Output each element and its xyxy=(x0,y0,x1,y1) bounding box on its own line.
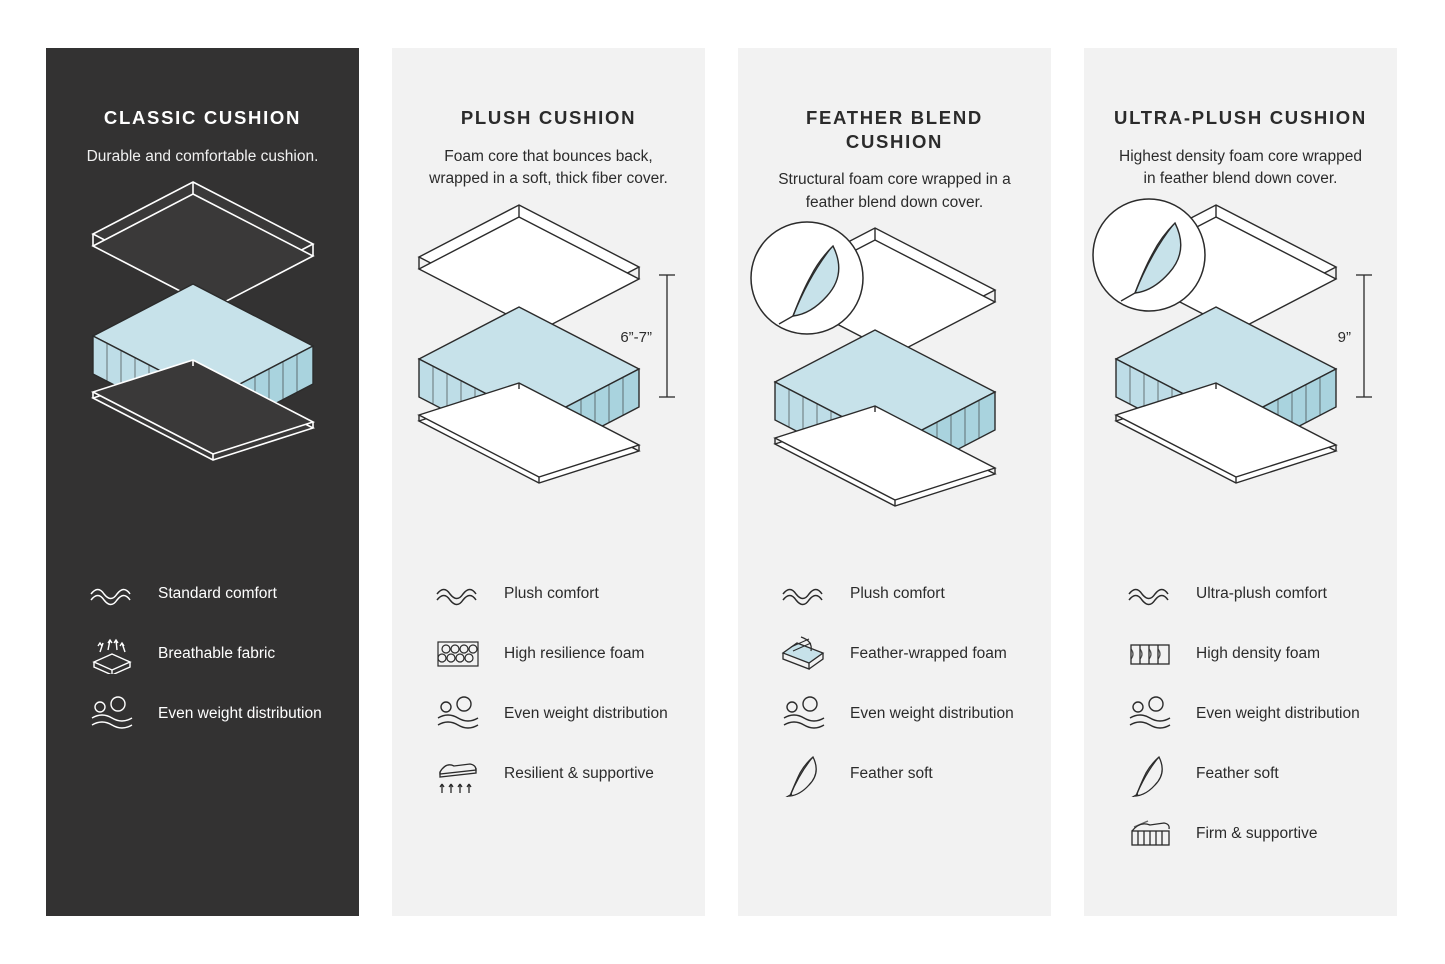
card-description: Foam core that bounces back, wrapped in a soft, thick fiber cover. xyxy=(429,147,668,188)
feature-list xyxy=(738,564,1051,804)
feature-label: Ultra-plush comfort xyxy=(1196,585,1327,603)
card-plush-cushion[interactable] xyxy=(392,48,705,916)
honeycomb-foam-icon xyxy=(430,632,486,676)
weight-distribution-icon xyxy=(84,692,140,736)
feature-label: High resilience foam xyxy=(504,645,645,663)
feature-label: Even weight distribution xyxy=(850,705,1014,723)
feature-item xyxy=(776,624,1019,684)
feature-item xyxy=(776,564,1019,624)
wave-icon xyxy=(776,572,832,616)
feature-item xyxy=(1122,804,1365,864)
weight-distribution-icon xyxy=(1122,692,1178,736)
card-title: FEATHER BLEND CUSHION xyxy=(806,107,983,152)
feature-label: Feather soft xyxy=(850,765,933,783)
wave-icon xyxy=(84,572,140,616)
feature-item xyxy=(430,684,673,744)
exploded-cushion-illustration xyxy=(1091,197,1391,487)
high-density-foam-icon xyxy=(1122,632,1178,676)
feather-wrapped-foam-icon xyxy=(776,632,832,676)
card-title: CLASSIC CUSHION xyxy=(103,107,302,128)
exploded-cushion-illustration xyxy=(745,220,1045,510)
feature-list xyxy=(46,564,359,744)
weight-distribution-icon xyxy=(430,692,486,736)
exploded-cushion-illustration xyxy=(399,197,699,487)
feature-item xyxy=(430,744,673,804)
feature-item xyxy=(84,624,327,684)
feature-label: Firm & supportive xyxy=(1196,825,1318,843)
cushion-layers-diagram xyxy=(392,197,705,497)
feature-item xyxy=(1122,684,1365,744)
feature-label: Plush comfort xyxy=(850,585,945,603)
feature-item xyxy=(776,684,1019,744)
weight-distribution-icon xyxy=(776,692,832,736)
feature-label: Feather soft xyxy=(1196,765,1279,783)
feature-label: High density foam xyxy=(1196,645,1321,663)
feature-label: Resilient & supportive xyxy=(504,765,654,783)
dimension-label: 6”-7” xyxy=(619,328,652,346)
feature-list xyxy=(392,564,705,804)
feature-item xyxy=(1122,624,1365,684)
feature-label: Plush comfort xyxy=(504,585,599,603)
feather-icon xyxy=(1122,752,1178,796)
feature-label: Standard comfort xyxy=(158,585,277,603)
wave-icon xyxy=(1122,572,1178,616)
feather-icon xyxy=(776,752,832,796)
feature-label: Feather-wrapped foam xyxy=(850,645,1007,663)
exploded-cushion-illustration xyxy=(63,174,343,464)
dimension-label: 9” xyxy=(1337,328,1351,346)
feature-label: Even weight distribution xyxy=(504,705,668,723)
feature-item xyxy=(84,564,327,624)
dimension-bar xyxy=(659,275,675,397)
feature-item xyxy=(430,624,673,684)
feature-item xyxy=(84,684,327,744)
feature-label: Even weight distribution xyxy=(1196,705,1360,723)
feature-label: Even weight distribution xyxy=(158,705,322,723)
card-ultra-plush-cushion[interactable] xyxy=(1084,48,1397,916)
wave-icon xyxy=(430,572,486,616)
feature-item xyxy=(430,564,673,624)
cushion-layers-diagram xyxy=(46,174,359,474)
feature-label: Breathable fabric xyxy=(158,645,276,663)
card-description: Highest density foam core wrapped in feather blend down cover. xyxy=(1119,147,1362,188)
feather-badge xyxy=(751,222,863,334)
firm-support-icon xyxy=(1122,812,1178,856)
card-title: PLUSH CUSHION xyxy=(460,107,637,128)
card-description: Durable and comfortable cushion. xyxy=(86,147,319,165)
card-classic-cushion[interactable] xyxy=(46,48,359,916)
feather-badge xyxy=(1093,199,1205,311)
breathable-fabric-icon xyxy=(84,632,140,676)
feature-item xyxy=(1122,744,1365,804)
dimension-bar xyxy=(1356,275,1372,397)
card-feather-blend-cushion[interactable] xyxy=(738,48,1051,916)
cushion-layers-diagram xyxy=(1084,197,1397,497)
cushion-layers-diagram xyxy=(738,220,1051,520)
card-description: Structural foam core wrapped in a feather blend down cover. xyxy=(778,171,1011,211)
feature-item xyxy=(776,744,1019,804)
card-title: ULTRA-PLUSH CUSHION xyxy=(1114,107,1367,128)
feature-item xyxy=(1122,564,1365,624)
feature-list xyxy=(1084,564,1397,864)
resilient-support-icon xyxy=(430,752,486,796)
